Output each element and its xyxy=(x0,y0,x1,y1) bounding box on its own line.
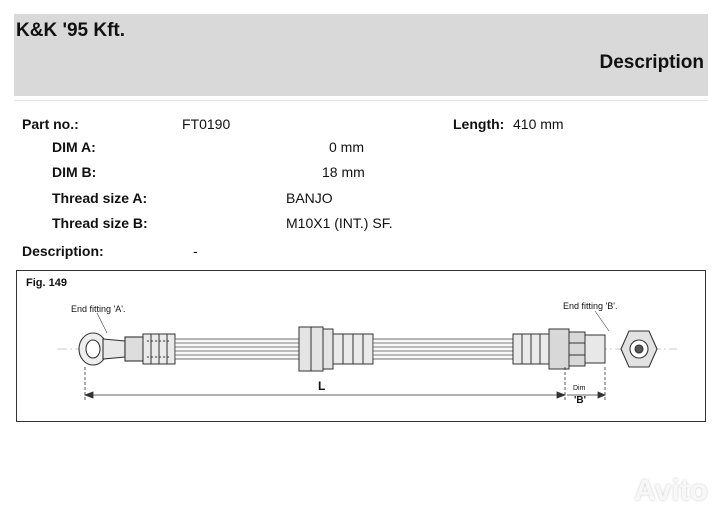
hose-segment-1 xyxy=(175,339,299,359)
dim-marker: Dim xyxy=(573,385,586,392)
length-value: 410 mm xyxy=(513,116,564,132)
leader-a xyxy=(97,313,107,333)
length-dimension xyxy=(85,367,565,401)
length-label: Length: xyxy=(453,116,505,132)
page-title: Description xyxy=(599,52,704,73)
end-fitting-b-label: End fitting 'B'. xyxy=(563,301,618,311)
divider xyxy=(14,100,708,101)
end-fitting-a-label: End fitting 'A'. xyxy=(71,304,126,314)
part-no-value: FT0190 xyxy=(182,116,231,132)
part-no-label: Part no.: xyxy=(22,116,79,132)
fitting-b-nut xyxy=(549,329,605,369)
dim-b-label: DIM B: xyxy=(52,164,97,180)
brake-hose-drawing xyxy=(17,271,707,423)
dim-a-value: 0 mm xyxy=(329,139,364,155)
header-bar xyxy=(14,14,708,96)
avito-watermark: Avito xyxy=(634,474,708,507)
banjo-fitting xyxy=(79,333,143,365)
dim-b-dimension xyxy=(567,367,605,401)
figure-label: Fig. 149 xyxy=(26,277,67,289)
figure-box xyxy=(16,270,706,422)
company-name: K&K '95 Kft. xyxy=(16,20,126,41)
thread-b-value: M10X1 (INT.) SF. xyxy=(286,215,393,231)
dim-a-label: DIM A: xyxy=(52,139,96,155)
leader-b xyxy=(595,311,609,331)
dim-b-marker: 'B' xyxy=(574,395,586,406)
crimp-ferrule-b xyxy=(513,334,549,364)
hose-segment-2 xyxy=(373,339,513,359)
thread-a-value: BANJO xyxy=(286,190,333,206)
dim-b-value: 18 mm xyxy=(322,164,365,180)
crimp-ferrule-a xyxy=(143,334,175,364)
description-label: Description: xyxy=(22,243,104,259)
description-value: - xyxy=(193,243,198,259)
thread-b-label: Thread size B: xyxy=(52,215,148,231)
center-bracket xyxy=(299,327,373,371)
length-marker: L xyxy=(318,379,326,393)
thread-a-label: Thread size A: xyxy=(52,190,148,206)
hex-end-view xyxy=(621,331,657,367)
